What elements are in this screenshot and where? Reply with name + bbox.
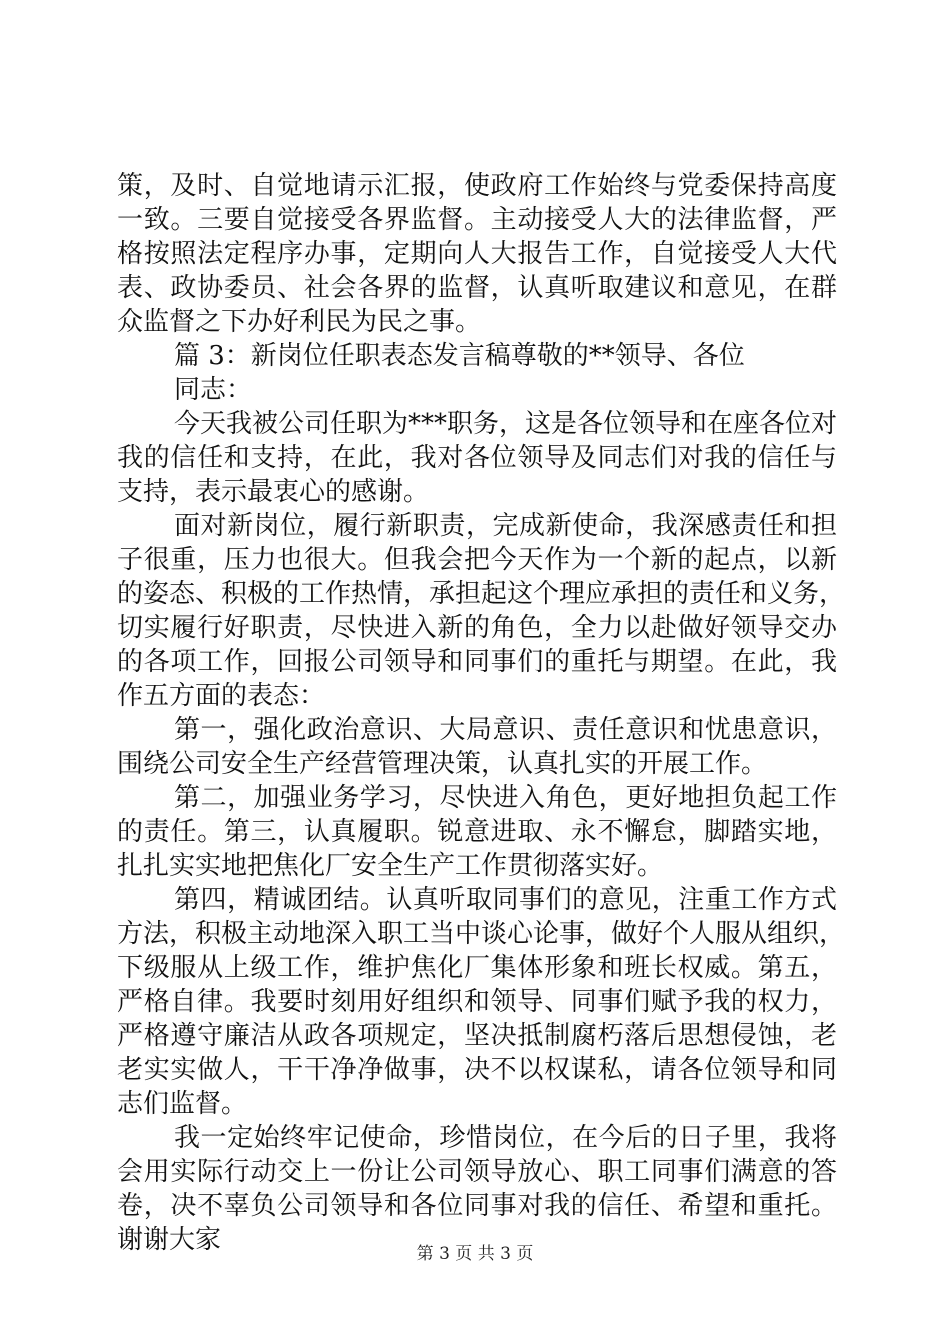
text-line: 策，及时、自觉地请示汇报，使政府工作始终与党委保持高度 — [117, 171, 837, 201]
text-line: 严格遵守廉洁从政各项规定，坚决抵制腐朽落后思想侵蚀，老 — [117, 1021, 837, 1051]
text-line: 篇 3：新岗位任职表态发言稿尊敬的**领导、各位 — [174, 341, 745, 371]
text-line: 子很重，压力也很大。但我会把今天作为一个新的起点，以新 — [117, 545, 837, 575]
text-line: 围绕公司安全生产经营管理决策，认真扎实的开展工作。 — [117, 749, 768, 779]
text-line: 志们监督。 — [117, 1089, 248, 1119]
text-line: 严格自律。我要时刻用好组织和领导、同事们赋予我的权力， — [117, 987, 837, 1017]
text-line: 方法，积极主动地深入职工当中谈心论事，做好个人服从组织， — [117, 919, 846, 949]
text-line: 扎扎实实地把焦化厂安全生产工作贯彻落实好。 — [117, 851, 664, 881]
text-line: 作五方面的表态： — [117, 681, 326, 711]
text-line: 格按照法定程序办事，定期向人大报告工作，自觉接受人大代 — [117, 239, 837, 269]
document-body — [117, 169, 846, 1257]
text-line: 第二，加强业务学习，尽快进入角色，更好地担负起工作 — [174, 783, 837, 813]
text-line: 谢谢大家 — [117, 1225, 222, 1255]
text-line: 下级服从上级工作，维护焦化厂集体形象和班长权威。第五， — [117, 953, 837, 983]
text-line: 我一定始终牢记使命，珍惜岗位，在今后的日子里，我将 — [174, 1123, 837, 1153]
text-line: 今天我被公司任职为***职务，这是各位领导和在座各位对 — [174, 409, 838, 439]
text-line: 一致。三要自觉接受各界监督。主动接受人大的法律监督，严 — [117, 205, 837, 235]
text-line: 面对新岗位，履行新职责，完成新使命，我深感责任和担 — [174, 511, 837, 541]
text-line: 同志： — [174, 375, 253, 405]
text-line: 的各项工作，回报公司领导和同事们的重托与期望。在此，我 — [117, 647, 837, 677]
text-line: 的姿态、积极的工作热情，承担起这个理应承担的责任和义务， — [117, 579, 846, 609]
text-line: 表、政协委员、社会各界的监督，认真听取建议和意见，在群 — [117, 273, 837, 303]
text-line: 会用实际行动交上一份让公司领导放心、职工同事们满意的答 — [117, 1157, 837, 1187]
text-line: 切实履行好职责，尽快进入新的角色，全力以赴做好领导交办 — [117, 613, 837, 643]
text-line: 卷，决不辜负公司领导和各位同事对我的信任、希望和重托。 — [117, 1191, 837, 1221]
text-line: 第一，强化政治意识、大局意识、责任意识和忧患意识， — [174, 715, 837, 745]
text-line: 第四，精诚团结。认真听取同事们的意见，注重工作方式 — [174, 885, 837, 915]
text-line: 众监督之下办好利民为民之事。 — [117, 307, 482, 337]
text-line: 支持，表示最衷心的感谢。 — [117, 477, 430, 507]
page-footer: 第 3 页 共 3 页 — [416, 1244, 534, 1264]
text-line: 老实实做人，干干净净做事，决不以权谋私，请各位领导和同 — [117, 1055, 837, 1085]
text-line: 我的信任和支持，在此，我对各位领导及同志们对我的信任与 — [117, 443, 837, 473]
text-line: 的责任。第三，认真履职。锐意进取、永不懈怠，脚踏实地， — [117, 817, 837, 847]
